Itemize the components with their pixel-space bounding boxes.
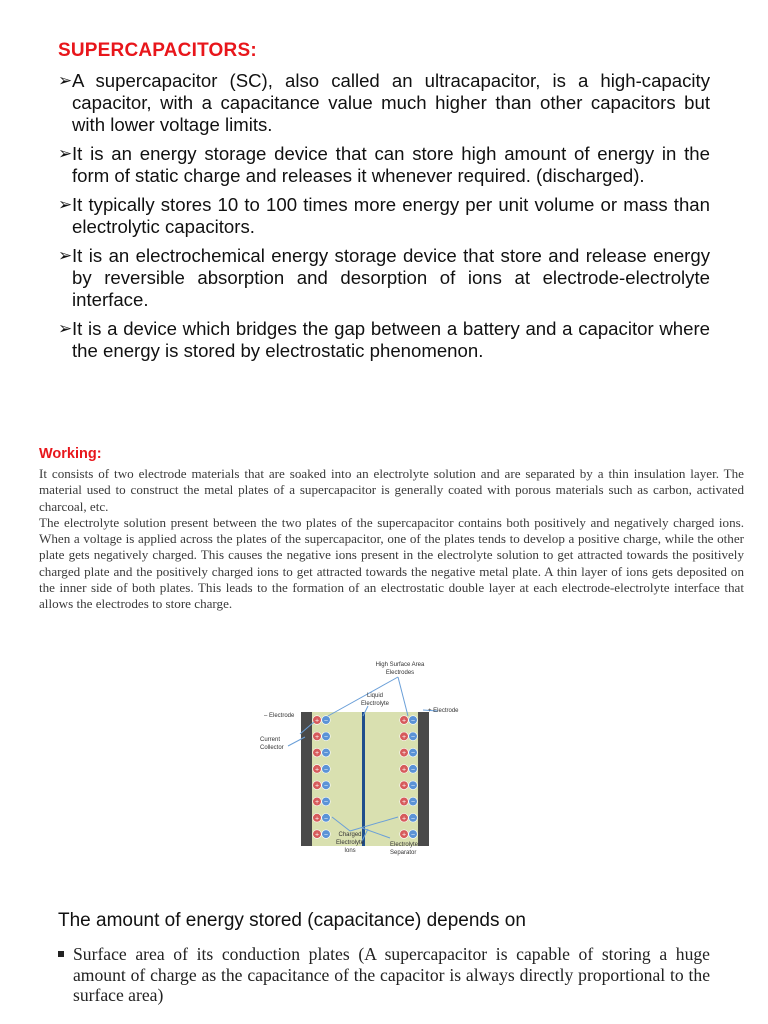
negative-ion-sign: −: [410, 832, 416, 839]
label-negative-electrode: – Electrode: [264, 713, 295, 719]
energy-heading: The amount of energy stored (capacitance) depends on: [58, 910, 526, 931]
bullet-item: ➢ It is a device which bridges the gap between a battery and a capacitor where the energy is stored by electrostatic phenomenon.: [58, 318, 710, 361]
negative-ion-sign: −: [323, 734, 329, 741]
positive-ion-sign: +: [314, 783, 320, 790]
bullet-item: ➢ It is an electrochemical energy storage device that store and release energy by reversible absorption and desorption of ions at electrode-electrolyte interface.: [58, 245, 710, 310]
positive-ion-sign: +: [314, 734, 320, 741]
energy-factor-item: Surface area of its conduction plates (A supercapacitor is capable of storing a huge amount of charge as the capacitance of the capacitor is always directly proportional to the surface area): [58, 944, 710, 1006]
negative-ion-sign: −: [323, 750, 329, 757]
label-collector: Collector: [260, 745, 284, 751]
negative-ion-sign: −: [410, 799, 416, 806]
positive-ion-sign: +: [401, 799, 407, 806]
supercapacitor-diagram: [250, 660, 480, 860]
bullet-item: ➢ It typically stores 10 to 100 times more energy per unit volume or mass than electrolytic capacitors.: [58, 194, 710, 237]
arrow-bullet-icon: ➢: [58, 195, 73, 214]
energy-factor-list: [58, 944, 710, 1006]
negative-ion-sign: −: [410, 718, 416, 724]
working-paragraph: It consists of two electrode materials that are soaked into an electrolyte solution and are separated by a thin insulation layer. The material used to construct the metal plates of a supercapacitor is generally coated with porous materials such as carbon, activated charcoal, etc.: [39, 466, 744, 514]
label-separator: Separator: [390, 850, 417, 856]
label-charged: Charged: [338, 832, 362, 838]
label-charged-electrolyte: Electrolyte: [335, 840, 365, 846]
label-current: Current: [260, 737, 281, 743]
positive-ion-sign: +: [401, 766, 407, 773]
positive-ion-sign: +: [401, 734, 407, 741]
electrolyte-separator: [362, 712, 365, 846]
negative-ion-sign: −: [410, 750, 416, 757]
positive-ion-sign: +: [401, 783, 407, 790]
arrow-bullet-icon: ➢: [58, 246, 73, 265]
negative-ion-sign: −: [410, 815, 416, 822]
negative-ion-sign: −: [410, 766, 416, 773]
working-paragraph: The electrolyte solution present between the two plates of the supercapacitor contains both positively and negatively charged ions. When a voltage is applied across the plates of the supercapacitor, one of the plates tends to develop a positive charge, while the other plate gets negatively charged. This causes the negative ions present in the electrolyte solution to get attracted towards the positively charged plate and the positively charged ions to get attracted towards the negative metal plate. A thin layer of ions gets deposited on the inner side of both plates. This leads to the formation of an electrostatic double layer at each electrode-electrolyte interface that allows the electrodes to store charge.: [39, 514, 744, 612]
arrow-bullet-icon: ➢: [58, 71, 73, 90]
positive-ion-sign: +: [314, 766, 320, 773]
square-bullet-icon: [58, 951, 64, 957]
bullet-item: ➢ A supercapacitor (SC), also called an ultracapacitor, is a high-capacity capacitor, with a capacitance value much higher than other capacitors but with lower voltage limits.: [58, 70, 710, 135]
negative-ion-sign: −: [323, 766, 329, 773]
arrow-bullet-icon: ➢: [58, 319, 73, 338]
label-high-surface: High Surface Area: [375, 662, 425, 668]
label-positive-electrode: + Electrode: [428, 708, 459, 714]
positive-ion-sign: +: [401, 832, 407, 839]
label-separator-electrolyte: Electrolyte: [390, 842, 419, 848]
positive-ion-sign: +: [314, 750, 320, 757]
negative-ion-sign: −: [410, 734, 416, 741]
negative-ion-sign: −: [410, 783, 416, 790]
bullet-item: ➢ It is an energy storage device that can store high amount of energy in the form of static charge and releases it whenever required. (discharged).: [58, 143, 710, 186]
page-title: SUPERCAPACITORS:: [58, 40, 257, 61]
label-liquid: Liquid: [366, 693, 384, 699]
bullet-list: [58, 70, 710, 369]
negative-ion-sign: −: [323, 832, 329, 839]
working-heading: Working:: [39, 446, 102, 462]
negative-ion-sign: −: [323, 815, 329, 822]
positive-ion-sign: +: [401, 718, 407, 724]
arrow-bullet-icon: ➢: [58, 144, 73, 163]
current-collector-right: [418, 712, 429, 846]
label-liquid-electrolyte: Electrolyte: [360, 701, 390, 707]
positive-ion-sign: +: [314, 718, 320, 724]
positive-ion-sign: +: [401, 815, 407, 822]
positive-ion-sign: +: [401, 750, 407, 757]
positive-ion-sign: +: [314, 799, 320, 806]
positive-ion-sign: +: [314, 832, 320, 839]
positive-ion-sign: +: [314, 815, 320, 822]
negative-ion-sign: −: [323, 799, 329, 806]
negative-ion-sign: −: [323, 783, 329, 790]
label-electrodes: Electrodes: [385, 670, 415, 676]
label-ions: Ions: [344, 848, 356, 854]
working-text: [39, 466, 744, 613]
negative-ion-sign: −: [323, 718, 329, 724]
